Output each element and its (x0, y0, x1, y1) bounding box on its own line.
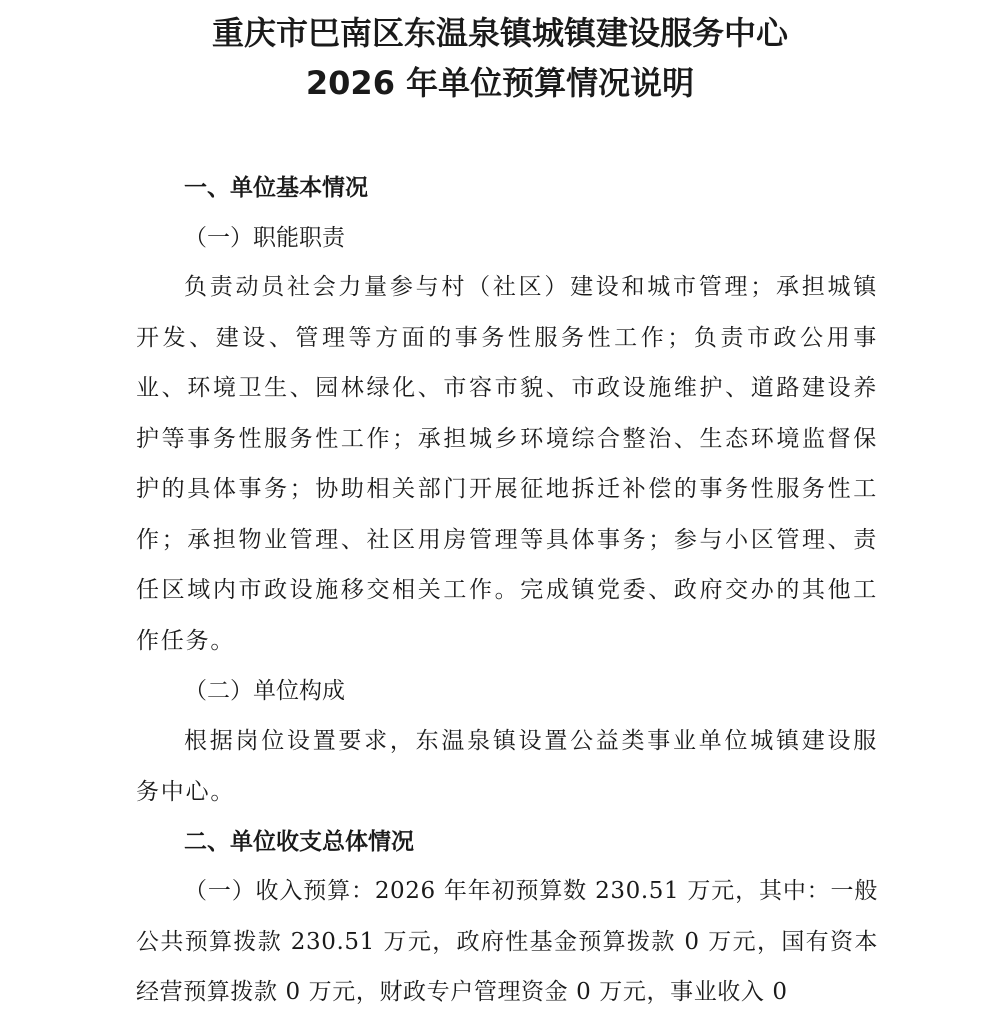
document-subtitle: 2026 年单位预算情况说明 (305, 64, 695, 102)
subsection-heading-composition: （二）单位构成 (184, 678, 345, 704)
income-budget-paragraph: （一）收入预算：2026 年年初预算数 230.51 万元，其中：一般公共预算拨款 230.51 万元，政府性基金预算拨款 0 万元，国有资本经营预算拨款 0 万元，财政专户管理资金 0 万元，事业收入 0 (136, 878, 878, 1005)
document-title: 重庆市巴南区东温泉镇城镇建设服务中心 (211, 14, 788, 52)
section-heading-basic-info: 一、单位基本情况 (184, 175, 368, 201)
section-heading-budget-overview: 二、单位收支总体情况 (184, 829, 414, 855)
composition-paragraph: 根据岗位设置要求，东温泉镇设置公益类事业单位城镇建设服务中心。 (136, 728, 878, 805)
subsection-heading-functions: （一）职能职责 (184, 225, 345, 251)
functions-paragraph: 负责动员社会力量参与村（社区）建设和城市管理；承担城镇开发、建设、管理等方面的事务性服务性工作；负责市政公用事业、环境卫生、园林绿化、市容市貌、市政设施维护、道路建设养护等事务性服务性工作；承担城乡环境综合整治、生态环境监督保护的具体事务；协助相关部门开展征地拆迁补偿的事务性服务性工作；承担物业管理、社区用房管理等具体事务；参与小区管理、责任区域内市政设施移交相关工作。完成镇党委、政府交办的其他工作任务。 (136, 274, 878, 654)
